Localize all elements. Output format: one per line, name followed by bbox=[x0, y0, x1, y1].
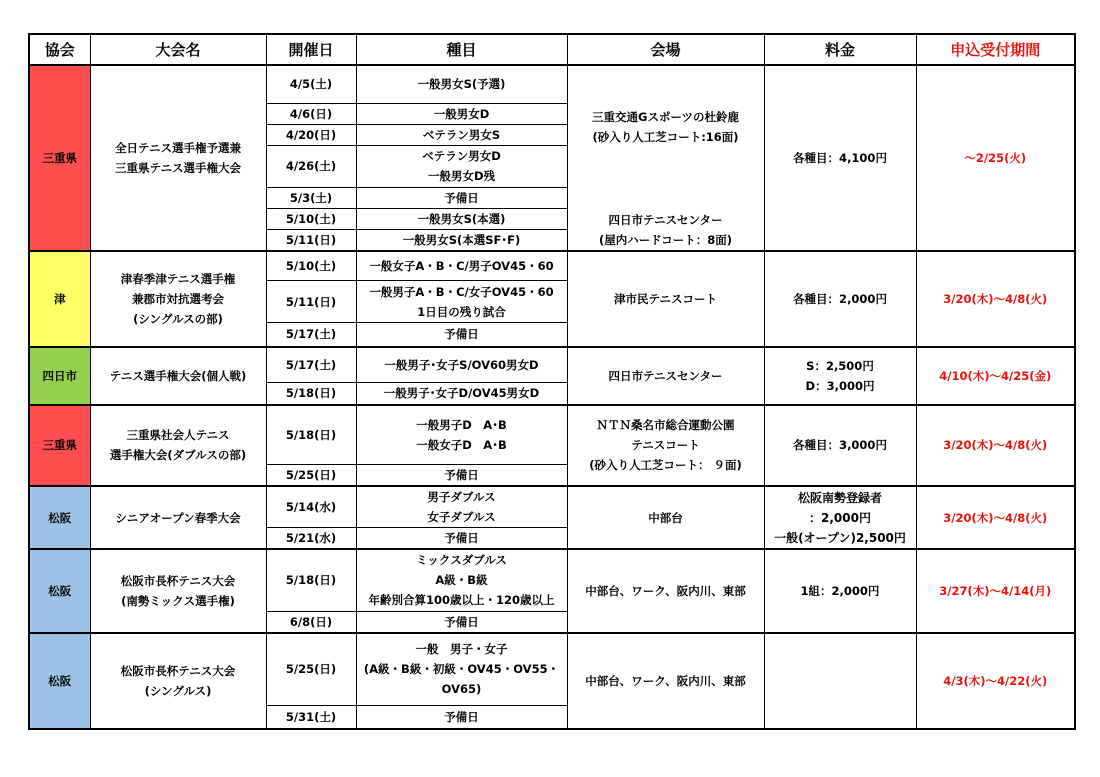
name-line: (シングルスの部) bbox=[133, 311, 223, 326]
event-cell: 一般男女D bbox=[356, 103, 567, 124]
venue-cell: 四日市テニスセンター bbox=[567, 347, 764, 405]
event-line: OV65) bbox=[441, 682, 482, 697]
date-cell: 4/20(日) bbox=[266, 124, 356, 145]
venue-cell: 中部台、ワーク、阪内川、東部 bbox=[567, 633, 764, 729]
event-cell bbox=[356, 549, 567, 611]
event-cell: 一般男女S(予選) bbox=[356, 65, 567, 103]
fee-cell: 各種目：2,000円 bbox=[764, 251, 916, 347]
venue-line: (屋内ハードコート：8面) bbox=[598, 232, 733, 247]
date-cell: 5/31(土) bbox=[266, 705, 356, 729]
event-line: 年齢別合算100歳以上・120歳以上 bbox=[368, 593, 555, 608]
event-cell: 一般女子A・B・C/男子OV45・60 bbox=[356, 251, 567, 281]
header-org: 協会 bbox=[29, 34, 90, 65]
date-cell: 5/17(土) bbox=[266, 323, 356, 347]
venue-cell bbox=[567, 65, 764, 187]
name-line: 三重県テニス選手権大会 bbox=[114, 160, 242, 175]
venue-cell: 津市民テニスコート bbox=[567, 251, 764, 347]
event-cell bbox=[356, 486, 567, 528]
date-cell: 4/6(日) bbox=[266, 103, 356, 124]
fee-cell bbox=[764, 486, 916, 549]
fee-line: ：2,000円 bbox=[809, 510, 871, 525]
event-cell: 予備日 bbox=[356, 611, 567, 633]
name-line: 選手権大会(ダブルスの部) bbox=[109, 448, 247, 463]
event-cell: ベテラン男女S bbox=[356, 124, 567, 145]
venue-cell: 中部台、ワーク、阪内川、東部 bbox=[567, 549, 764, 633]
tournament-name: テニス選手権大会(個人戦) bbox=[90, 347, 266, 405]
org-cell: 津 bbox=[29, 251, 90, 347]
venue-cell: 中部台 bbox=[567, 486, 764, 549]
date-cell: 5/17(土) bbox=[266, 347, 356, 383]
event-line: A級・B級 bbox=[435, 573, 488, 588]
date-cell: 5/25(日) bbox=[266, 633, 356, 705]
event-cell: 予備日 bbox=[356, 465, 567, 487]
org-cell: 松阪 bbox=[29, 633, 90, 729]
event-cell bbox=[356, 145, 567, 187]
event-line: 一般女子D A･B bbox=[416, 437, 507, 452]
venue-line: (砂入り人工芝コート:16面) bbox=[592, 129, 739, 144]
tournament-name bbox=[90, 549, 266, 633]
venue-cell bbox=[567, 187, 764, 251]
event-cell: 一般男子･女子D/OV45男女D bbox=[356, 383, 567, 405]
event-cell: 一般男女S(本選SF･F) bbox=[356, 229, 567, 251]
name-line: (シングルス) bbox=[144, 684, 212, 698]
table-row bbox=[29, 405, 1075, 465]
venue-line: 四日市テニスセンター bbox=[608, 212, 723, 227]
period-cell: 4/10(木)～4/25(金) bbox=[916, 347, 1075, 405]
date-cell: 5/18(日) bbox=[266, 549, 356, 611]
org-cell: 三重県 bbox=[29, 405, 90, 487]
date-cell: 5/14(水) bbox=[266, 486, 356, 528]
fee-cell bbox=[764, 633, 916, 729]
venue-line: 三重交通Gスポーツの杜鈴鹿 bbox=[592, 109, 739, 124]
date-cell: 5/10(土) bbox=[266, 208, 356, 229]
header-row bbox=[29, 34, 1075, 65]
name-line: 三重県社会人テニス bbox=[126, 428, 230, 443]
name-line: 兼郡市対抗選考会 bbox=[132, 291, 224, 306]
table-row bbox=[29, 251, 1075, 281]
venue-cell bbox=[567, 405, 764, 487]
name-line: (南勢ミックス選手権) bbox=[121, 594, 235, 608]
event-cell: 予備日 bbox=[356, 528, 567, 550]
header-event: 種目 bbox=[356, 34, 567, 65]
venue-line: ＮＴＮ桑名市総合運動公園 bbox=[596, 418, 735, 433]
event-line: 一般男女D残 bbox=[427, 169, 496, 183]
fee-line: S：2,500円 bbox=[806, 358, 874, 373]
name-line: 松阪市長杯テニス大会 bbox=[120, 664, 236, 678]
event-cell bbox=[356, 633, 567, 705]
table-row bbox=[29, 65, 1075, 103]
event-line: 1日目の残り試合 bbox=[417, 304, 506, 319]
date-cell: 5/18(日) bbox=[266, 383, 356, 405]
event-cell: 予備日 bbox=[356, 187, 567, 208]
event-cell bbox=[356, 281, 567, 323]
fee-line: 松阪南勢登録者 bbox=[797, 490, 882, 505]
date-cell: 4/26(土) bbox=[266, 145, 356, 187]
org-cell: 松阪 bbox=[29, 549, 90, 633]
header-name: 大会名 bbox=[90, 34, 266, 65]
date-cell: 5/11(日) bbox=[266, 281, 356, 323]
venue-line: テニスコート bbox=[631, 438, 700, 453]
name-line: 全日テニス選手権予選兼 bbox=[114, 140, 242, 155]
header-period: 申込受付期間 bbox=[916, 34, 1075, 65]
org-cell: 三重県 bbox=[29, 65, 90, 251]
event-line: 一般男子A・B・C/女子OV45・60 bbox=[369, 284, 554, 299]
header-fee: 料金 bbox=[764, 34, 916, 65]
period-cell: 4/3(木)～4/22(火) bbox=[916, 633, 1075, 729]
event-cell bbox=[356, 405, 567, 465]
date-cell: 5/10(土) bbox=[266, 251, 356, 281]
fee-cell: 1組：2,000円 bbox=[764, 549, 916, 633]
event-line: ベテラン男女D bbox=[422, 149, 501, 163]
tournament-table bbox=[28, 33, 1076, 730]
event-line: 男子ダブルス bbox=[427, 490, 496, 504]
date-cell: 6/8(日) bbox=[266, 611, 356, 633]
fee-line: 一般(オープン)2,500円 bbox=[774, 530, 906, 545]
table-row bbox=[29, 549, 1075, 611]
date-cell: 5/11(日) bbox=[266, 229, 356, 251]
tournament-name bbox=[90, 65, 266, 251]
name-line: 津春季津テニス選手権 bbox=[120, 271, 236, 286]
event-line: ミックスダブルス bbox=[416, 553, 507, 568]
header-date: 開催日 bbox=[266, 34, 356, 65]
date-cell: 5/21(水) bbox=[266, 528, 356, 550]
event-cell: 予備日 bbox=[356, 705, 567, 729]
date-cell: 5/25(日) bbox=[266, 465, 356, 487]
event-cell: 一般男子･女子S/OV60男女D bbox=[356, 347, 567, 383]
table-row bbox=[29, 347, 1075, 383]
period-cell: ～2/25(火) bbox=[916, 65, 1075, 251]
org-cell: 松阪 bbox=[29, 486, 90, 549]
name-line: 松阪市長杯テニス大会 bbox=[120, 574, 236, 588]
event-cell: 一般男女S(本選) bbox=[356, 208, 567, 229]
event-line: (A級・B級・初級・OV45・OV55・ bbox=[363, 662, 560, 677]
fee-line: D：3,000円 bbox=[805, 378, 875, 393]
tournament-name bbox=[90, 405, 266, 487]
period-cell: 3/20(木)～4/8(火) bbox=[916, 251, 1075, 347]
period-cell: 3/20(木)～4/8(火) bbox=[916, 405, 1075, 487]
event-line: 女子ダブルス bbox=[427, 510, 496, 524]
event-line: 一般 男子・女子 bbox=[415, 642, 508, 657]
tournament-name bbox=[90, 633, 266, 729]
table-row bbox=[29, 633, 1075, 705]
date-cell: 4/5(土) bbox=[266, 65, 356, 103]
header-venue: 会場 bbox=[567, 34, 764, 65]
table-row bbox=[29, 486, 1075, 528]
event-line: 一般男子D A･B bbox=[416, 417, 507, 432]
org-cell: 四日市 bbox=[29, 347, 90, 405]
fee-cell bbox=[764, 347, 916, 405]
date-cell: 5/3(土) bbox=[266, 187, 356, 208]
event-cell: 予備日 bbox=[356, 323, 567, 347]
fee-cell: 各種目：4,100円 bbox=[764, 65, 916, 251]
period-cell: 3/27(木)～4/14(月) bbox=[916, 549, 1075, 633]
date-cell: 5/18(日) bbox=[266, 405, 356, 465]
tournament-name: シニアオープン春季大会 bbox=[90, 486, 266, 549]
fee-cell: 各種目：3,000円 bbox=[764, 405, 916, 487]
period-cell: 3/20(木)～4/8(火) bbox=[916, 486, 1075, 549]
venue-line: (砂入り人工芝コート： ９面) bbox=[589, 458, 742, 473]
tournament-name bbox=[90, 251, 266, 347]
